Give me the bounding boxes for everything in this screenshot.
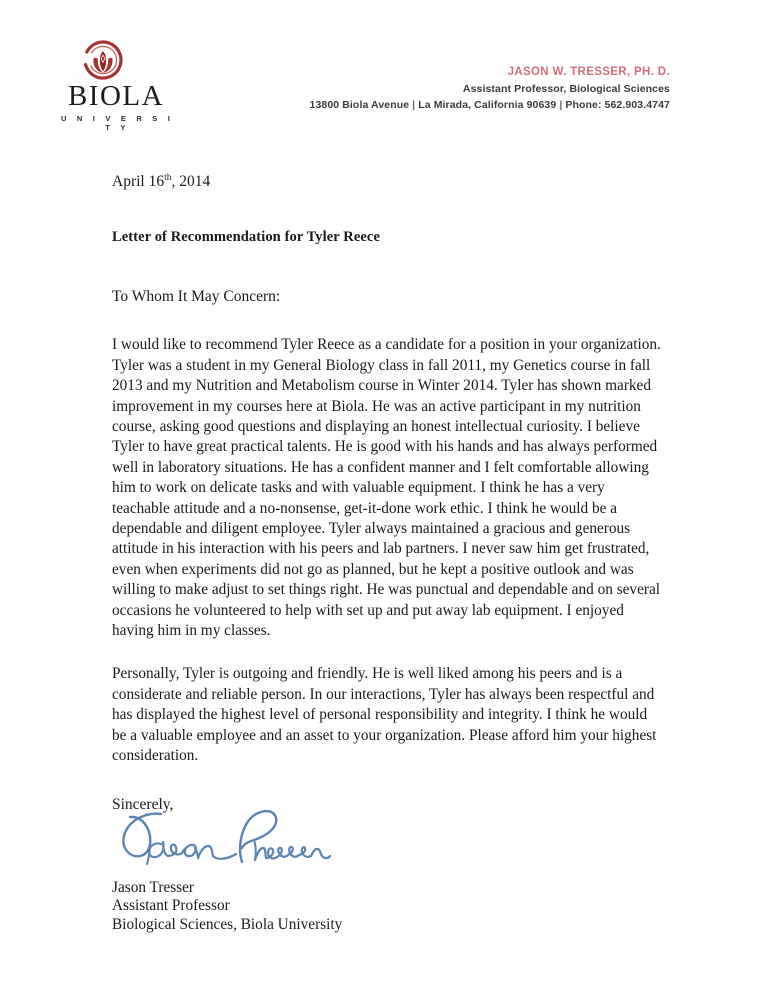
date-ordinal-suffix: th (164, 172, 172, 183)
letter-date (112, 172, 665, 191)
address-street: 13800 Biola Avenue (309, 98, 410, 111)
closing-line: Sincerely, (112, 795, 174, 813)
letter-body (112, 172, 665, 935)
address-separator-1: | (412, 98, 416, 111)
signature-block (112, 879, 665, 935)
signer-name: Jason Tresser (112, 878, 195, 896)
biola-tulip-emblem (83, 40, 123, 80)
signer-department: Biological Sciences, Biola University (112, 916, 343, 934)
page-title: Letter of Recommendation for Tyler Reece (112, 229, 381, 246)
date-year: , 2014 (171, 173, 211, 190)
signer-title: Assistant Professor (112, 897, 230, 915)
letterhead (0, 0, 768, 140)
sender-address (310, 98, 670, 113)
biola-university-subtext: U N I V E R S I T Y (60, 114, 174, 132)
date-month-day: April 16 (112, 173, 165, 190)
salutation: To Whom It May Concern: (112, 288, 281, 306)
body-paragraph-1: I would like to recommend Tyler Reece as a candidate for a position in your organization. Tyler was a student in my General Biology class in fall 2011, my Genetics course in fall 2013 and my Nutrition and Metabolism course in Winter 2014. Tyler has shown marked improvement in my courses here at Biola. He was an active participant in my nutrition course, asking good questions and displaying an honest intellectual curiosity. I believe Tyler to have great practical talents. He is good with his hands and has always performed well in laboratory situations. He has a confident manner and I felt comfortable allowing him to work on delicate tasks and with valuable equipment. I think he has a very teachable attitude and a no-nonsense, get-it-done work ethic. I think he would be a dependable and diligent employee. Tyler always maintained a gracious and generous attitude in his interaction with his peers and lab partners. I never saw him get frustrated, even when experiments did not go as planned, but he kept a positive outlook and was willing to make adjust to set things right. He was punctual and dependable and on several occasions he volunteered to help with set up and put away lab equipment. I enjoyed having him in my classes. (112, 336, 661, 640)
body-paragraph-2: Personally, Tyler is outgoing and friendly. He is well liked among his peers and is a considerate and reliable person. In our interactions, Tyler has always been respectful and has displayed the highest level of personal responsibility and integrity. I think he would be a valuable employee and an asset to your organization. Please afford him your highest consideration. (112, 665, 657, 765)
biola-logo (55, 40, 175, 132)
handwritten-signature (116, 810, 331, 872)
biola-wordmark: BIOLA (67, 80, 165, 112)
address-city: La Mirada, California 90639 (418, 98, 557, 111)
contact-info (310, 64, 670, 113)
sender-phone: Phone: 562.903.4747 (565, 98, 670, 111)
address-separator-2: | (559, 98, 563, 111)
sender-name: JASON W. TRESSER, PH. D. (507, 66, 670, 78)
sender-title: Assistant Professor, Biological Sciences (462, 82, 670, 95)
